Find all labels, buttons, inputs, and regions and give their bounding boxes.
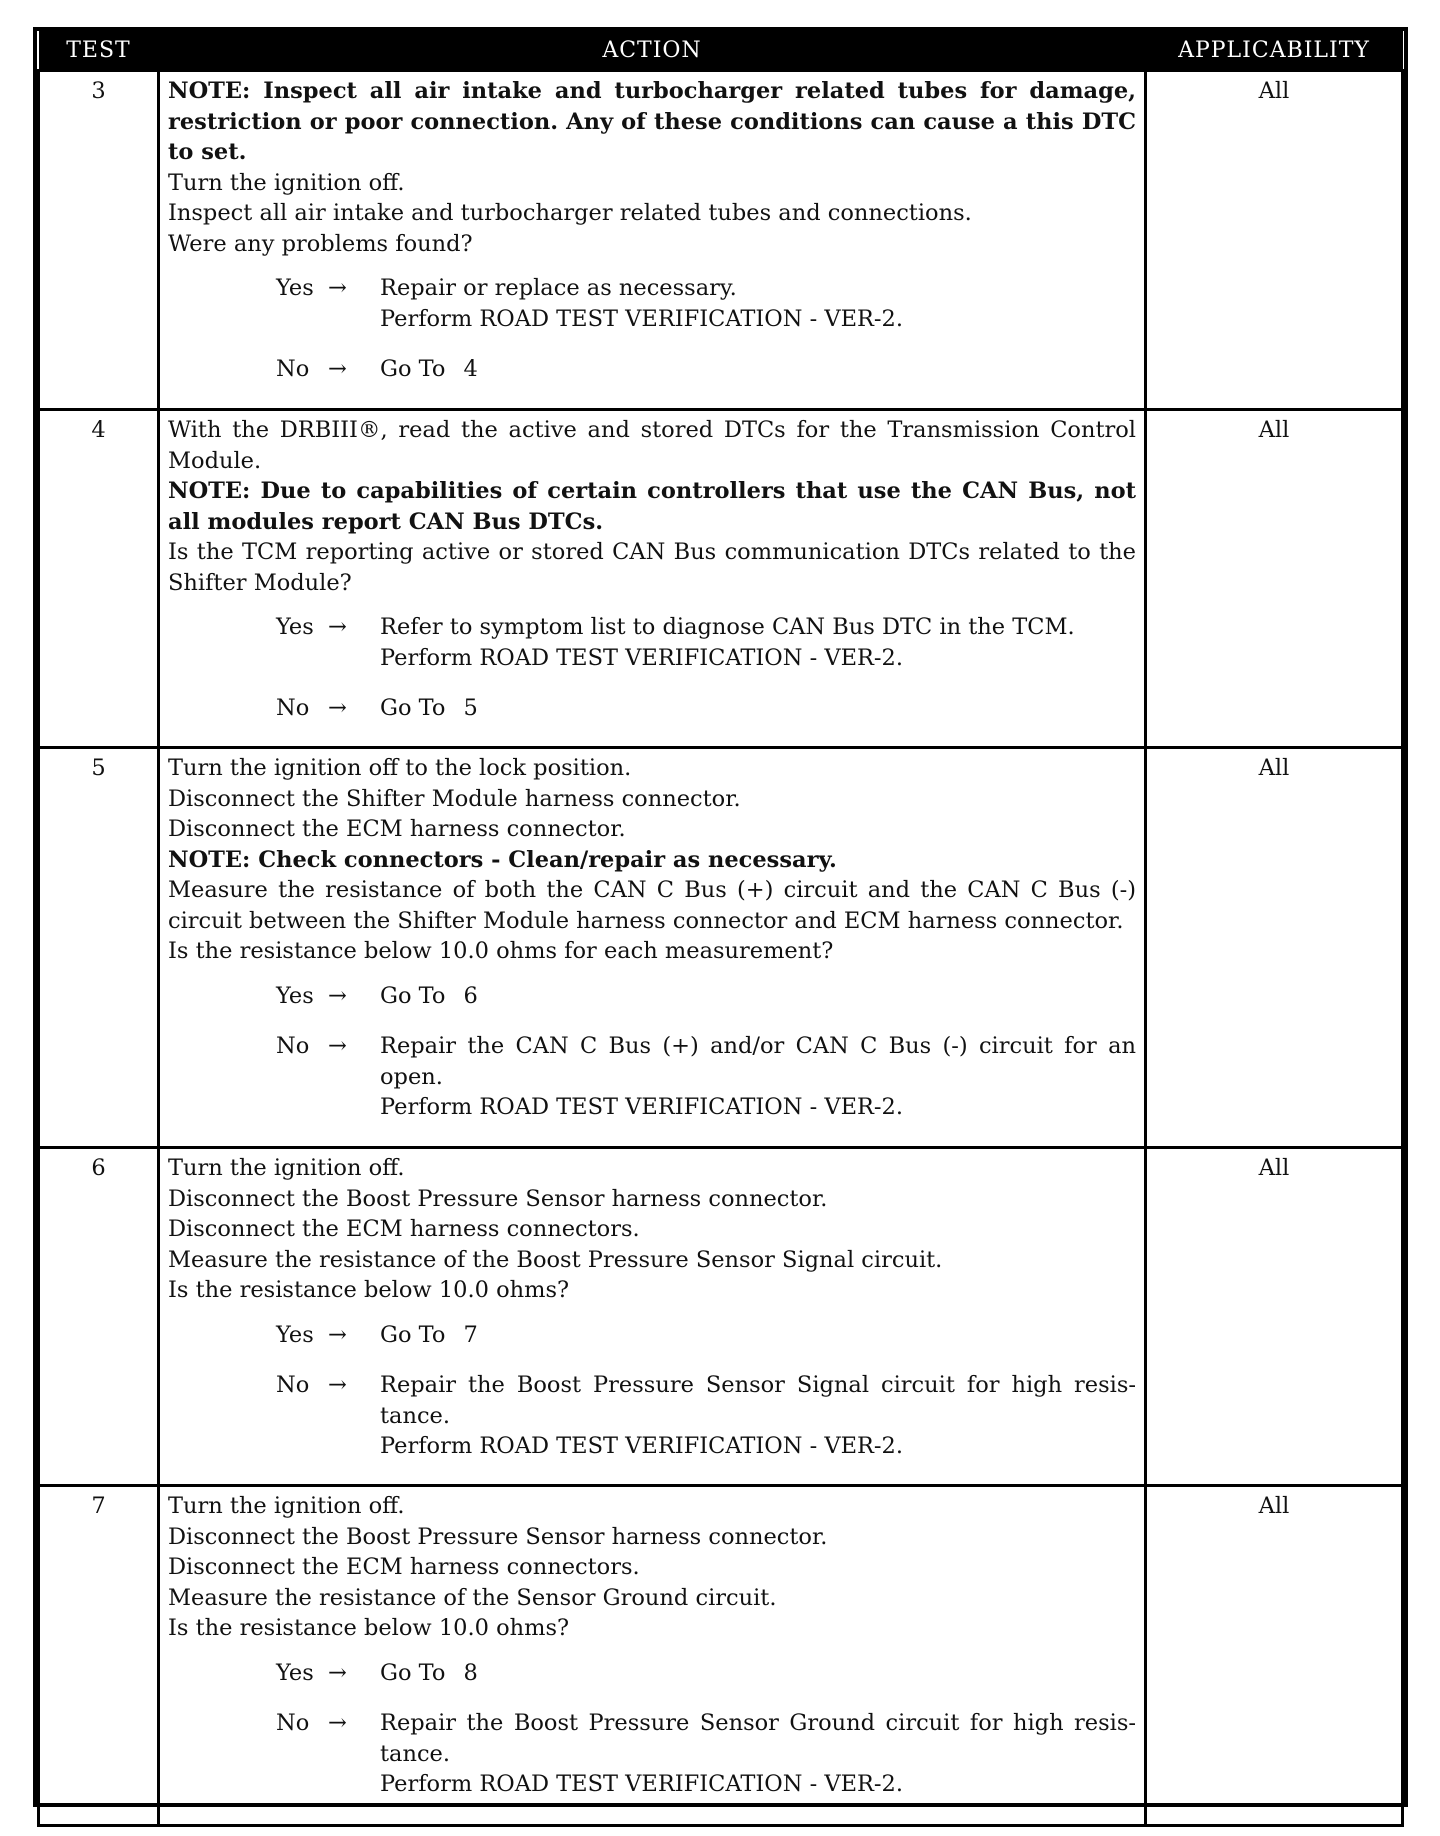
answer-yes: [168, 612, 1136, 673]
test-table: [37, 31, 1404, 1827]
instruction-text: Disconnect the ECM harness connector.: [168, 816, 626, 842]
answer-yes: [168, 981, 1136, 1012]
arrow-right-icon: →: [328, 614, 347, 640]
answer-result: [380, 1320, 1136, 1351]
goto-test-number: 5: [463, 695, 478, 721]
instruction-text: Disconnect the Shifter Module harness connector.: [168, 785, 741, 812]
applicability: All: [1146, 410, 1403, 748]
answer-result: [380, 273, 1136, 334]
table-body: [39, 71, 1403, 1826]
diagnostic-test-table: [33, 27, 1408, 1807]
answer-list: [168, 612, 1136, 724]
test-number: 5: [39, 748, 159, 1148]
goto-test-number: 4: [463, 356, 478, 382]
answer-list: [168, 1658, 1136, 1800]
header-applicability: APPLICABILITY: [1146, 31, 1403, 71]
goto-link[interactable]: [380, 1658, 1136, 1689]
answer-list: [168, 1320, 1136, 1462]
instruction-text: Disconnect the Boost Pressure Sensor harness connector.: [168, 1185, 828, 1212]
result-text: Perform ROAD TEST VERIFICATION - VER-2.: [380, 1771, 904, 1797]
answer-result: [380, 354, 1136, 385]
arrow-right-icon: →: [328, 1372, 347, 1398]
result-text: Perform ROAD TEST VERIFICATION - VER-2.: [380, 644, 904, 671]
instruction-text: Turn the ignition off to the lock position.: [168, 755, 632, 781]
answer-yes: [168, 1658, 1136, 1689]
arrow-right-icon: →: [328, 1710, 347, 1736]
instruction-text: With the DRBIII®, read the active and stored DTCs for the Transmission Control Module.: [168, 417, 1136, 474]
test-number: 4: [39, 410, 159, 748]
answer-label: Yes: [276, 614, 314, 640]
note-text: NOTE: Check connectors - Clean/repair as necessary.: [168, 846, 837, 873]
applicability: All: [1146, 71, 1403, 410]
instruction-text: Measure the resistance of the Sensor Ground circuit.: [168, 1584, 777, 1611]
answer-yes: [168, 273, 1136, 334]
answer-label: No: [276, 356, 310, 382]
applicability: All: [1146, 1148, 1403, 1486]
answer-label: No: [276, 695, 310, 721]
answer-no: [168, 1031, 1136, 1123]
header-row: [39, 31, 1403, 71]
instruction-text: Disconnect the ECM harness connectors.: [168, 1216, 640, 1242]
answer-result: [380, 1708, 1136, 1800]
action-cell: [159, 1486, 1146, 1826]
result-text: Repair or replace as necessary.: [380, 275, 737, 301]
instruction-text: Measure the resistance of the Boost Pressure Sensor Signal circuit.: [168, 1246, 943, 1273]
action-cell: [159, 71, 1146, 410]
goto-link[interactable]: [380, 693, 1136, 724]
goto-label: Go To: [380, 1659, 446, 1686]
answer-label: Yes: [276, 275, 314, 301]
answer-label: No: [276, 1710, 310, 1736]
answer-label: Yes: [276, 982, 314, 1009]
result-text: Refer to symptom list to diagnose CAN Bus DTC in the TCM.: [380, 614, 1075, 640]
goto-label: Go To: [380, 356, 446, 382]
goto-link[interactable]: [380, 981, 1136, 1012]
note-text: NOTE: Inspect all air intake and turbocharger related tubes for damage, restriction or poor connection. Any of these conditions can cause a this DTC to set.: [168, 78, 1136, 165]
table-row: [39, 410, 1403, 748]
instruction-text: Is the resistance below 10.0 ohms for each measurement?: [168, 938, 834, 964]
result-text: Perform ROAD TEST VERIFICATION - VER-2.: [380, 305, 904, 332]
answer-list: [168, 981, 1136, 1123]
answer-label: No: [276, 1033, 310, 1059]
goto-link[interactable]: [380, 1320, 1136, 1351]
table-row: [39, 1486, 1403, 1826]
answer-result: [380, 1658, 1136, 1689]
test-number: 3: [39, 71, 159, 410]
instruction-text: Is the TCM reporting active or stored CAN Bus communication DTCs related to the Shifter Module?: [168, 539, 1136, 596]
test-number: 6: [39, 1148, 159, 1486]
arrow-right-icon: →: [328, 1321, 347, 1348]
answer-no: [168, 693, 1136, 724]
result-text: Repair the Boost Pressure Sensor Ground circuit for high resis-tance.: [380, 1710, 1136, 1767]
goto-test-number: 6: [463, 982, 478, 1009]
arrow-right-icon: →: [328, 1033, 347, 1059]
answer-label: Yes: [276, 1321, 314, 1348]
applicability: All: [1146, 748, 1403, 1148]
instruction-text: Turn the ignition off.: [168, 1493, 405, 1519]
result-text: Perform ROAD TEST VERIFICATION - VER-2.: [380, 1094, 904, 1120]
arrow-right-icon: →: [328, 1659, 347, 1686]
instruction-text: Turn the ignition off.: [168, 1155, 405, 1181]
goto-label: Go To: [380, 1321, 446, 1348]
answer-result: [380, 612, 1136, 673]
goto-test-number: 8: [463, 1659, 478, 1686]
table-row: [39, 748, 1403, 1148]
answer-yes: [168, 1320, 1136, 1351]
action-cell: [159, 1148, 1146, 1486]
answer-no: [168, 1708, 1136, 1800]
answer-list: [168, 273, 1136, 385]
action-cell: [159, 410, 1146, 748]
instruction-text: Were any problems found?: [168, 230, 473, 257]
answer-label: No: [276, 1372, 310, 1398]
answer-result: [380, 1031, 1136, 1123]
instruction-text: Is the resistance below 10.0 ohms?: [168, 1277, 570, 1303]
instruction-text: Inspect all air intake and turbocharger related tubes and connections.: [168, 200, 972, 226]
answer-no: [168, 354, 1136, 385]
table-row: [39, 1148, 1403, 1486]
arrow-right-icon: →: [328, 982, 347, 1009]
answer-result: [380, 981, 1136, 1012]
answer-result: [380, 693, 1136, 724]
result-text: Repair the Boost Pressure Sensor Signal circuit for high resis-tance.: [380, 1372, 1136, 1429]
goto-label: Go To: [380, 982, 446, 1009]
arrow-right-icon: →: [328, 356, 347, 382]
test-number: 7: [39, 1486, 159, 1826]
instruction-text: Measure the resistance of both the CAN C Bus (+) circuit and the CAN C Bus (-) circuit between the Shifter Module harness connector and ECM harness connector.: [168, 877, 1136, 934]
result-text: Repair the CAN C Bus (+) and/or CAN C Bus (-) circuit for an open.: [380, 1033, 1136, 1090]
goto-link[interactable]: [380, 354, 1136, 385]
header-test: TEST: [39, 31, 159, 71]
arrow-right-icon: →: [328, 695, 347, 721]
instruction-text: Is the resistance below 10.0 ohms?: [168, 1615, 570, 1641]
result-text: Perform ROAD TEST VERIFICATION - VER-2.: [380, 1433, 904, 1459]
answer-result: [380, 1370, 1136, 1462]
instruction-text: Turn the ignition off.: [168, 169, 405, 196]
note-text: NOTE: Due to capabilities of certain controllers that use the CAN Bus, not all modules report CAN Bus DTCs.: [168, 478, 1136, 535]
header-action: ACTION: [159, 31, 1146, 71]
answer-label: Yes: [276, 1659, 314, 1686]
instruction-text: Disconnect the Boost Pressure Sensor harness connector.: [168, 1523, 828, 1550]
arrow-right-icon: →: [328, 275, 347, 301]
table-row: [39, 71, 1403, 410]
table-header: [39, 31, 1403, 71]
goto-test-number: 7: [463, 1321, 478, 1348]
applicability: All: [1146, 1486, 1403, 1826]
action-cell: [159, 748, 1146, 1148]
answer-no: [168, 1370, 1136, 1462]
goto-label: Go To: [380, 695, 446, 721]
instruction-text: Disconnect the ECM harness connectors.: [168, 1554, 640, 1580]
